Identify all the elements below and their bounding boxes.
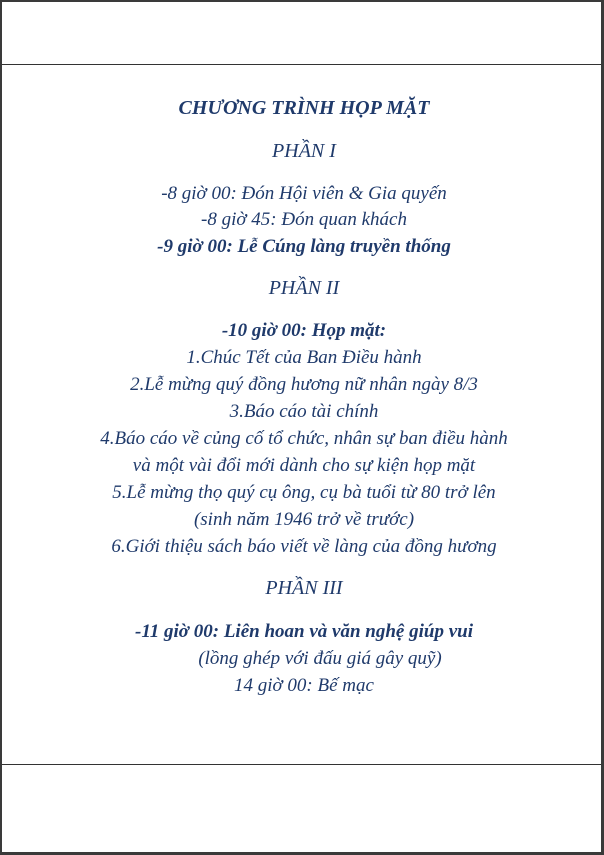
part2-item-4: 4.Báo cáo về củng cố tổ chức, nhân sự ban điều hành <box>100 428 508 449</box>
part2-item-5: 5.Lễ mừng thọ quý cụ ông, cụ bà tuổi từ 80 trở lên <box>112 482 496 503</box>
footer-rule <box>2 764 601 765</box>
part2-item-3: 3.Báo cáo tài chính <box>229 401 379 422</box>
program-title: CHƯƠNG TRÌNH HỌP MẶT <box>178 97 430 119</box>
part2-lead: -10 giờ 00: Họp mặt: <box>221 320 387 341</box>
part3-lead: -11 giờ 00: Liên hoan và văn nghệ giúp vui <box>135 621 473 642</box>
part3-heading: PHẦN III <box>265 577 343 599</box>
part2-heading: PHẦN II <box>268 277 340 299</box>
part2-item-1: 1.Chúc Tết của Ban Điều hành <box>186 347 422 368</box>
part1-item-2: -8 giờ 45: Đón quan khách <box>201 209 407 230</box>
part1-item-3: -9 giờ 00: Lễ Cúng làng truyền thống <box>157 236 451 257</box>
part2-item-2: 2.Lễ mừng quý đồng hương nữ nhân ngày 8/3 <box>130 374 478 395</box>
part3-closing: 14 giờ 00: Bế mạc <box>234 675 374 696</box>
part3-note: (lồng ghép với đấu giá gây quỹ) <box>198 648 442 669</box>
part1-item-1: -8 giờ 00: Đón Hội viên & Gia quyến <box>161 183 447 204</box>
part2-item-6: 6.Giới thiệu sách báo viết về làng của đồng hương <box>111 536 497 557</box>
part1-heading: PHẦN I <box>272 140 336 162</box>
part2-item-5-note: (sinh năm 1946 trở về trước) <box>193 509 415 530</box>
part2-item-4-cont: và một vài đổi mới dành cho sự kiện họp mặt <box>132 455 476 476</box>
header-rule <box>2 64 601 65</box>
